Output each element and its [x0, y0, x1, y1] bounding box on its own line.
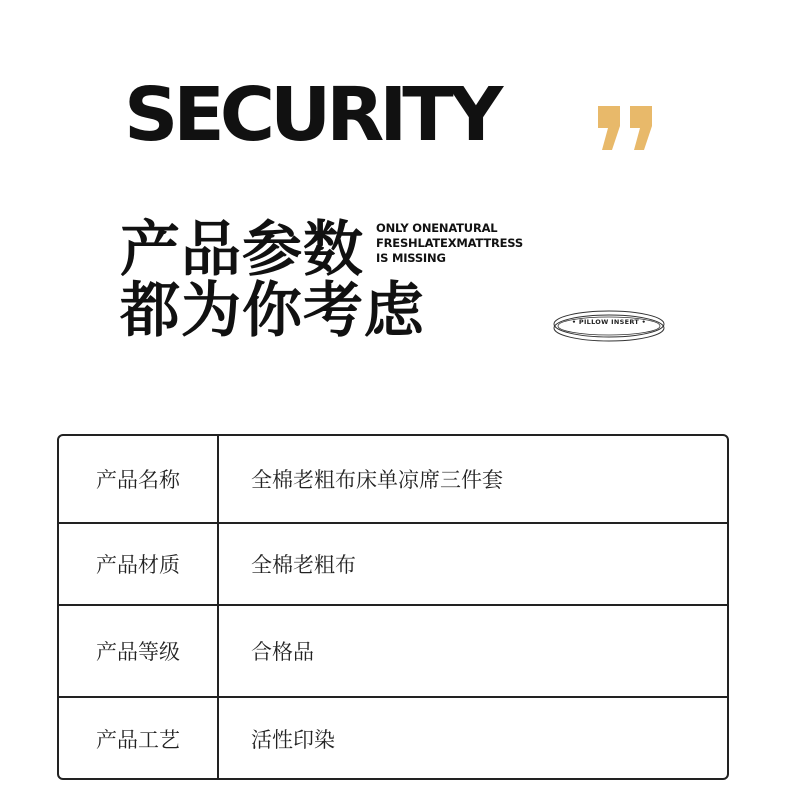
- title-line-2: 都为你考虑: [120, 276, 425, 346]
- badge-text: • PILLOW INSERT •: [571, 318, 647, 326]
- spec-row-material: [59, 524, 727, 604]
- spec-label: 产品材质: [59, 524, 219, 604]
- security-headline: SECURITY: [124, 72, 499, 158]
- spec-row-craft: [59, 698, 727, 780]
- spec-value: 全棉老粗布床单凉席三件套: [251, 468, 503, 492]
- english-note-line-3: IS MISSING: [376, 251, 446, 265]
- spec-value: 全棉老粗布: [251, 553, 356, 577]
- english-note-line-2: FRESHLATEXMATTRESS: [376, 236, 523, 250]
- spec-label: 产品等级: [59, 606, 219, 696]
- spec-table: [57, 434, 729, 780]
- english-note-line-1: ONLY ONENATURAL: [376, 221, 498, 235]
- spec-label: 产品工艺: [59, 698, 219, 780]
- spec-value: 活性印染: [251, 728, 335, 752]
- quote-mark-icon: [596, 104, 656, 154]
- spec-row-name: [59, 436, 727, 522]
- spec-row-grade: [59, 606, 727, 696]
- spec-label: 产品名称: [59, 436, 219, 522]
- title-line-1: 产品参数: [120, 215, 364, 285]
- english-note: [376, 221, 523, 266]
- pillow-insert-badge-icon: [552, 305, 666, 347]
- spec-value: 合格品: [251, 640, 314, 664]
